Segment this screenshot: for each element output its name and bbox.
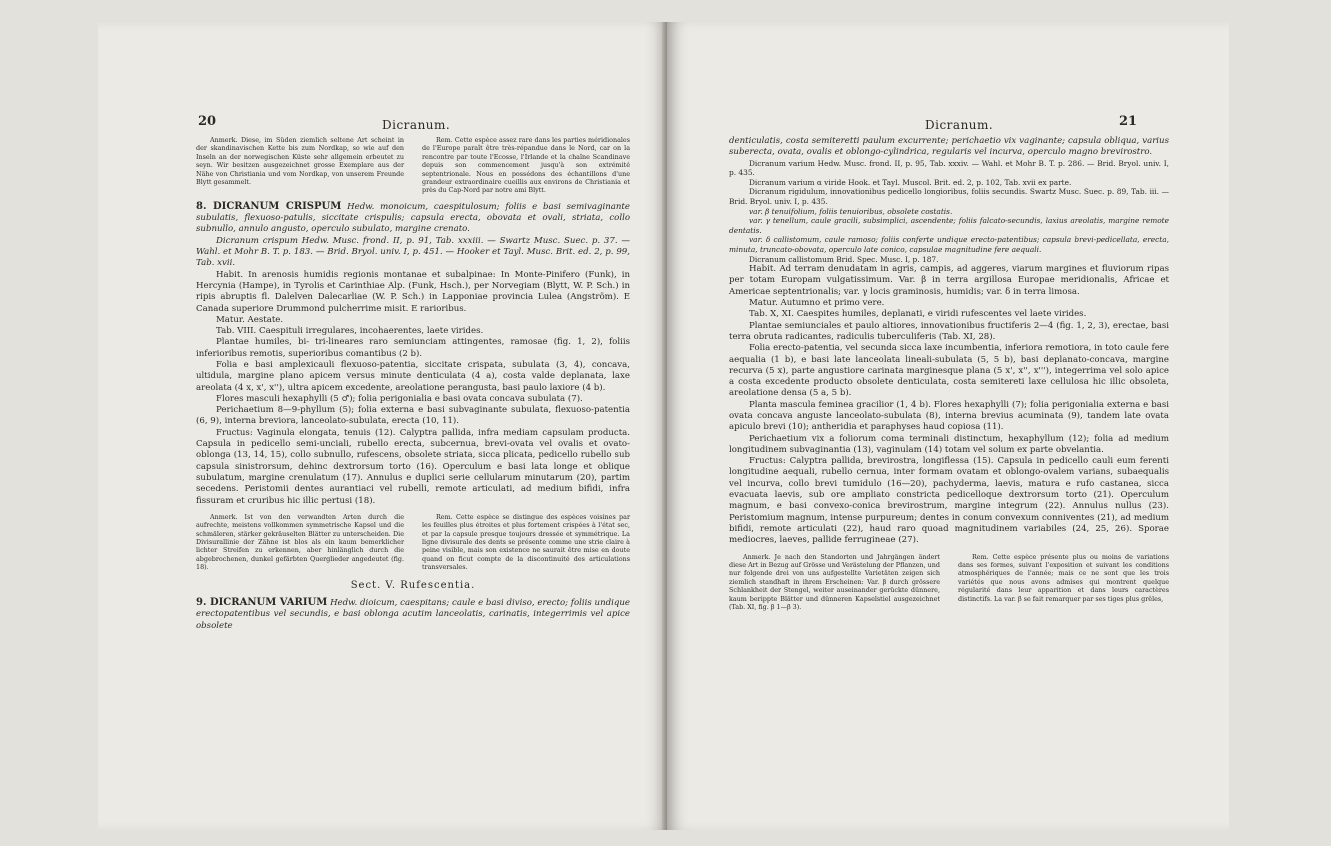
right-page: [667, 22, 1229, 830]
note-french: Rem. Cette espèce assez rare dans les parties méridionales de l'Europe paraît être très-répandue dans le Nord, car on la rencontre par toute l'Ecosse, l'Irlande et la chaîne Scandinave depuis son commencement jusqu'à son extrémité septentrionale. Nous en possédons des échantillons d'une grandeur extraordinaire cueillis aux environs de Christiania et près du Cap-Nord par notre ami Blytt.: [422, 136, 630, 195]
maturity: Matur. Aestate.: [216, 314, 284, 325]
entry-heading: 8. DICRANUM CRISPUM Hedw. monoicum, caespitulosum; foliis e basi semivaginante subulatis, flexuoso-patulis, siccitate crispulis; capsula erecta, obovata et ovali, striata, collo subnullo, annulo angusto, operculo subulato, margine crenato.: [196, 200, 630, 235]
synonymy: Dicranum rigidulum, innovationibus pedicello longioribus, foliis secundis. Swartz Musc. Suec. p. 89, Tab. iii. — Brid. Bryol. univ. I, p. 435.: [729, 187, 1169, 206]
table-ref: Tab. VIII. Caespituli irregulares, incohaerentes, laete virides.: [216, 326, 484, 337]
perichaetium: Perichaetium vix a foliorum coma terminali distinctum, hexaphyllum (12); folia ad medium longitudinem subvaginantia (13), vaginulam (14) totam vel solum ex parte obvelantia.: [729, 433, 1169, 455]
fructus: Fructus: Vaginula elongata, tenuis (12). Calyptra pallida, infra mediam capsulam producta. Capsula in pedicello semi-unciali, rubello erecta, subcernua, brevi-ovata vel ovalis et ovato-oblonga (13, 14, 15), collo subnullo, rufescens, obsolete striata, sicca plicata, pedicello rubello sub capsula sinistrorsum, dehinc dextrorsum torto (16). Operculum e basi lata longe et oblique subulatum, margine crenulatum (17). Annulus e duplici serie cellularum minutarum (20), partim secedens. Peristomii dentes aurantiaci vel rubelli, remote articulati, ad medium bifidi, infra fissuram et cruribus hic illic pertusi (18).: [196, 427, 630, 506]
right-page-content: [729, 136, 1169, 611]
variety: var. β tenuifolium, foliis tenuioribus, obsolete costatis.: [749, 206, 953, 216]
section-heading: Sect. V. Rufescentia.: [350, 579, 476, 591]
running-head: Dicranum.: [925, 118, 994, 132]
page-number: 21: [1119, 114, 1138, 129]
note-mid: [196, 513, 630, 572]
flores: Flores masculi hexaphylli (5 ♂); folia perigonialia e basi ovata concava subulata (7).: [216, 393, 583, 404]
page-number: 20: [198, 114, 217, 129]
left-page: [98, 22, 667, 830]
left-page-content: [196, 136, 630, 632]
note-top: [196, 136, 630, 195]
fructus: Fructus: Calyptra pallida, brevirostra, longiflessa (15). Capsula in pedicello cauli eum ferenti longitudine aequali, rubello cernua, inter formam ovatam et oblongo-ovalem varians, subaequalis vel incurva, collo brevi tumidulo (16—20), pachyderma, laevis, matura e rufo castanea, sicca evacuata laevis, sub ore ampliato constricta pedicelloque dextrorsum torto (21). Operculum magnum, e basi convexo-conica brevirostrum, margine integrum (22). Annulus nullus (23). Peristomium magnum, intense purpureum; dentes in conum convexum conniventes (21), ad medium bifidi, remote articulati (22), haud raro quoad magnitudinem variabiles (24, 25, 26). Sporae mediocres, laeves, pallide ferrugineae (27).: [729, 456, 1169, 546]
habitat: Habit. In arenosis humidis regionis montanae et subalpinae: In Monte-Pinifero (Funk), in Hercynia (Hampe), in Tyrolis et Carinthiae Alp. (Funk, Hsch.), per Norvegiam (Blytt, W. P. Sch.) in ripis abruptis fl. Dalelven Dalecarliae (W. P. Sch.) in Lapponiae provincia Lulea (Angström). E Canada superiore Drummond pulcherrime misit. E rarioribus.: [196, 269, 630, 314]
perichaetium: Perichaetium 8—9-phyllum (5); folia externa e basi subvaginante subulata, flexuoso-patentia (6, 9), interna breviora, lanceolato-subulata, erecta (10, 11).: [196, 405, 630, 427]
plantae: Plantae semiunciales et paulo altiores, innovationibus fructiferis 2—4 (fig. 1, 2, 3), erectae, basi terra obruta radicantes, radiculis tuberculiferis (Tab. XI, 28).: [729, 320, 1169, 342]
folia: Folia erecto-patentia, vel secunda sicca laxe incumbentia, inferiora remotiora, in toto caule fere aequalia (1 b), e basi late lanceolata lineali-subulata (5, 5 b), basi deplanato-concava, margine recurva (5 x), parte angustiore carinata marginesque plana (5 x', x'', x'''), integerrima vel solo apice a costa excedente producto obsolete denticulata, costa semitereti laxe cellulosa hic illic obsoleta, areolatione densa (5 a, 5 b).: [729, 343, 1169, 399]
variety: var. δ callistomum, caule ramoso; foliis conferte undique erecto-patentibus; capsula brevi-pedicellata, erecta, minuta, truncato-obovata, operculo late conico, capsulae magnitudine fere aequali.: [729, 235, 1169, 254]
planta-mascula: Planta mascula feminea gracilior (1, 4 b). Flores hexaphylli (7); folia perigonialia externa e basi ovata concava anguste lanceolato-subulata (8), interna brevius acuminata (9), tandem late ovata apiculo brevi (10); antheridia et paraphyses haud copiosa (11).: [729, 399, 1169, 433]
synonymy: Dicranum callistomum Brid. Spec. Musc. I, p. 187.: [749, 254, 939, 264]
entry-heading: 9. DICRANUM VARIUM Hedw. dioicum, caespitans; caule e basi diviso, erecto; foliis undique erectopatentibus vel secundis, e basi oblonga acutim lanceolatis, carinatis, integerrimis vel apice obsolete: [196, 597, 630, 631]
synonymy: Dicranum varium Hedw. Musc. frond. II, p. 95, Tab. xxxiv. — Wahl. et Mohr B. T. p. 286. — Brid. Bryol. univ. I, p. 435.: [729, 158, 1169, 178]
note-german: Anmerk. Diese, im Süden ziemlich seltene Art scheint in der skandinavischen Kette bis zum Nordkap, so wie auf den Inseln an der norwegischen Küste sehr allgemein erbeutet zu seyn. Wir besitzen ausgezeichnet grosse Exemplare aus der Nähe von Christiania und vom Nordkap, von unserem Freunde Blytt gesammelt.: [196, 136, 404, 187]
habitat: Habit. Ad terram denudatam in agris, campis, ad aggeres, viarum margines et fluviorum ripas per totam Europam vulgatissimum. Var. β in terra argillosa Europae meridionalis, Africae et Americae septentrionalis; var. γ locis graminosis, humidis; var. δ in terra limosa.: [729, 264, 1169, 297]
folia: Folia e basi amplexicauli flexuoso-patentia, siccitate crispata, subulata (3, 4), concava, ultidula, margine plano apicem versus minute denticulata (4 a), costa valde deplanata, laxe areolata (4 x, x', x''), ultra apicem excedente, areolatione perangusta, basi paulo laxiore (4 b).: [196, 360, 630, 393]
note-german: Anmerk. Je nach den Standorten und Jahrgängen ändert diese Art in Bezug auf Grösse und Verästelung der Pflanzen, und nur folgende drei von uns aufgestellte Varietäten zeigen sich ziemlich standhaft in ihrem Erscheinen: Var. β durch grössere Schlankheit der Stengel, weiter auseinander gerückte dünnere, kaum berippte Blätter und dünneren Kapselstiel ausgezeichnet (Tab. XI, fig. β 1—β 3).: [729, 552, 940, 611]
note-german: Anmerk. Ist von den verwandten Arten durch die aufrechte, meistens vollkommen symmetrische Kapsel und die schmäleren, stärker gekräuselten Blätter zu unterscheiden. Die Divisurallinie der Zähne ist blos als ein kaum bemerklicher lichter Streifen zu erkennen, aber hinlänglich durch die abgebrochenen, dunkel gefärbten Querglieder angedeutet (fig. 18).: [196, 512, 404, 572]
diagnosis-continued: denticulatis, costa semiteretti paulum excurrente; perichaetio vix vaginante; capsula obliqua, varius suberecta, ovata, ovalis et oblongo-cylindrica, regularis vel incurva, operculo magno brevirostro.: [729, 136, 1169, 158]
note-french: Rem. Cette espèce se distingue des espèces voisines par les feuilles plus étroites et plus fortement crispées à l'état sec, et par la capsule presque toujours dressée et symmétrique. La ligne divisurale des dents se présente comme une strie claire à peine visible, mais son existence ne saurait être mise en doute quand on ficut compte de la discontinuité des articulations transversales.: [422, 512, 630, 572]
note-french: Rem. Cette espèce présente plus ou moins de variations dans ses formes, suivant l'exposition et suivant les conditions atmosphériques de l'année; mais ce ne sont que les trois variétés que nous avons admises qui montrent quelque régularité dans leur apparition et dans leurs caractères distinctifs. La var. β se fait remarquer par ses tiges plus grêles,: [958, 552, 1169, 603]
variety: var. γ tenellum, caule gracili, subsimplici, ascendente; foliis falcato-secundis, laxius areolatis, margine remote dentatis.: [729, 216, 1169, 235]
note-bottom: [729, 553, 1169, 612]
maturity: Matur. Autumno et primo vere.: [749, 298, 885, 309]
plantae: Plantae humiles, bi- tri-lineares raro semiunciam attingentes, ramosae (fig. 1, 2), foliis inferioribus remotis, superioribus comantibus (2 b).: [196, 337, 630, 359]
synonymy: Dicranum varium α viride Hook. et Tayl. Muscol. Brit. ed. 2, p. 102, Tab. xvii ex parte.: [749, 177, 1072, 187]
synonymy: Dicranum crispum Hedw. Musc. frond. II, p. 91, Tab. xxxiii. — Swartz Musc. Suec. p. 37. — Wahl. et Mohr B. T. p. 183. — Brid. Bryol. univ. I, p. 451. — Hooker et Tayl. Musc. Brit. ed. 2, p. 99, Tab. xvii.: [196, 235, 630, 269]
table-ref: Tab. X, XI. Caespites humiles, deplanati, e viridi rufescentes vel laete virides.: [749, 309, 1087, 320]
running-head: Dicranum.: [382, 118, 451, 132]
